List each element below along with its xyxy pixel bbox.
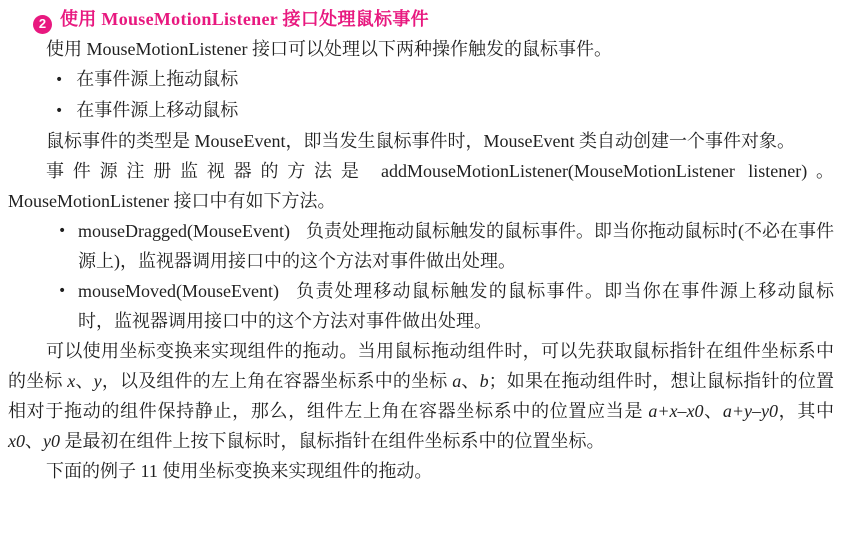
paragraph-coordinates: 可以使用坐标变换来实现组件的拖动。当用鼠标拖动组件时，可以先获取鼠标指针在组件坐标系中的坐标 x、y，以及组件的左上角在容器坐标系中的坐标 a、b；如果在拖动组件时，想让鼠标指针的位置相对于拖动的组件保持静止，那么，组件左上角在容器坐标系中的位置应当是 a+x–x0、a+y–y0，其中 x0、y0 是最初在组件上按下鼠标时，鼠标指针在组件坐标系中的位置坐标。 xyxy=(8,341,835,451)
method-name: mouseMoved(MouseEvent) xyxy=(78,281,279,301)
section-heading xyxy=(8,4,834,34)
section-number-badge-icon: 2 xyxy=(33,15,52,34)
method-description: 负责处理拖动鼠标触发的鼠标事件。即当你拖动鼠标时(不必在事件源上)，监视器调用接口中的这个方法对事件做出处理。 xyxy=(78,221,834,271)
bullet-icon: • xyxy=(55,103,64,119)
paragraph-intro: 使用 MouseMotionListener 接口可以处理以下两种操作触发的鼠标事件。 xyxy=(46,39,612,59)
list-item-text: 在事件源上移动鼠标 xyxy=(76,100,239,120)
paragraph-mouse-event: 鼠标事件的类型是 MouseEvent，即当发生鼠标事件时，MouseEvent 类自动创建一个事件对象。 xyxy=(46,131,795,151)
list-item xyxy=(8,95,834,126)
bullet-icon: • xyxy=(58,223,67,239)
list-item xyxy=(8,64,834,95)
method-description: 负责处理移动鼠标触发的鼠标事件。即当你在事件源上移动鼠标时，监视器调用接口中的这个方法对事件做出处理。 xyxy=(78,281,834,331)
list-item xyxy=(8,276,834,336)
paragraph-example: 下面的例子 11 使用坐标变换来实现组件的拖动。 xyxy=(46,461,433,481)
method-name: mouseDragged(MouseEvent) xyxy=(78,221,290,241)
mouse-action-list xyxy=(8,64,834,126)
list-item-text: 在事件源上拖动鼠标 xyxy=(76,69,239,89)
section-title: 使用 MouseMotionListener 接口处理鼠标事件 xyxy=(60,9,429,29)
bullet-icon: • xyxy=(58,283,67,299)
paragraph-register-listener: 事件源注册监视器的方法是 addMouseMotionListener(MouseMotionListener listener)。MouseMotionListener 接口中有如下方法。 xyxy=(8,161,834,211)
list-item xyxy=(8,216,834,276)
bullet-icon: • xyxy=(55,72,64,88)
method-list xyxy=(8,216,834,336)
